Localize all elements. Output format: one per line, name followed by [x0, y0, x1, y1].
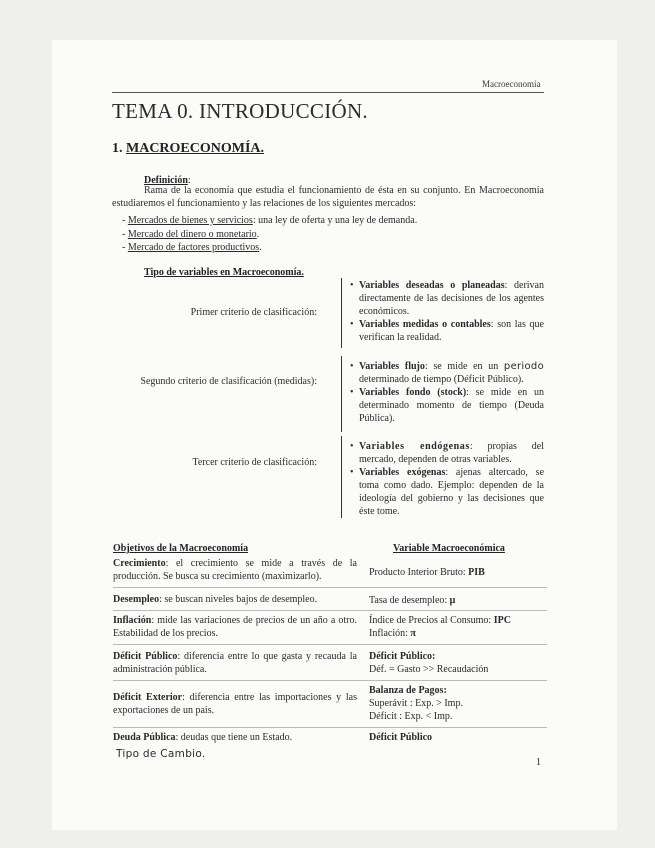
brace-line — [341, 436, 342, 518]
variable-text: Déficit : Exp. < Imp. — [369, 711, 453, 722]
market-name: Mercado del dinero o monetario — [127, 228, 257, 240]
variable-text: Índice de Precios al Consumo: — [369, 615, 494, 626]
market-name: Mercados de bienes y servicios — [127, 215, 253, 226]
table-row — [113, 684, 547, 726]
variable-cell — [369, 684, 549, 723]
table-row — [113, 614, 547, 644]
criterion-bullets — [350, 440, 544, 518]
variable-text: Déf. = Gasto >> Recaudación — [369, 664, 489, 675]
running-header: Macroeconomía — [482, 79, 541, 89]
objective-term: Desempleo — [113, 594, 160, 605]
variable-term: Variables endógenas — [359, 441, 470, 452]
list-item: • Variables exógenas: ajenas altercado, se toma como dado. Ejemplo: dependen de la ideología del gobierno y las decisiones que éste tome. — [350, 467, 545, 517]
objectives-heading: Objetivos de la Macroeconomía — [113, 543, 249, 554]
variable-term: Variables medidas o contables — [359, 319, 491, 330]
objective-cell — [113, 557, 357, 583]
objective-cell — [113, 593, 357, 606]
objective-cell — [113, 614, 357, 640]
variable-symbol: μ — [449, 595, 456, 606]
objective-desc: : el crecimiento se mide a través de la producción. Se busca su crecimiento (maximizarlo). — [113, 558, 357, 582]
objective-term: Deuda Pública — [113, 732, 176, 743]
row-divider — [113, 644, 547, 645]
variable-cell — [369, 650, 549, 676]
variable-desc: : ajenas altercado, se toma como dado. Ejemplo: dependen de la ideología del gobierno y las decisiones que éste tome. — [359, 467, 545, 517]
variable-cell — [369, 731, 549, 744]
criterion-label: Tercer criterio de clasificación: — [192, 457, 317, 468]
objective-desc: : diferencia entre las importaciones y las exportaciones de un país. — [113, 692, 357, 716]
document-title: TEMA 0. INTRODUCCIÓN. — [112, 99, 368, 123]
table-row — [113, 650, 547, 680]
table-row — [113, 593, 547, 613]
variable-text: Superávit : Exp. > Imp. — [369, 698, 463, 709]
market-detail: : una ley de oferta y una ley de demanda. — [252, 215, 418, 226]
brace-line — [341, 278, 342, 348]
definition-heading-colon: : — [187, 175, 191, 186]
row-divider — [113, 610, 547, 611]
objective-desc: : deudas que tiene un Estado. — [175, 732, 293, 743]
variable-desc: : se mide en un — [424, 361, 504, 372]
objectives-heading-wrap — [113, 538, 248, 556]
variables-heading: Tipo de variables en Macroeconomía. — [144, 267, 304, 278]
list-item: • Variables flujo: se mide en un periodo determinado de tiempo (Déficit Público). — [350, 361, 544, 385]
variable-symbol: IPC — [493, 615, 511, 626]
section-title — [112, 141, 264, 157]
variable-cell — [369, 594, 549, 607]
handwritten-word: periodo — [503, 361, 544, 372]
list-item: - Mercado de factores productivos. — [122, 242, 262, 253]
variable-desc: : derivan directamente de las decisiones de los agentes económicos. — [359, 280, 544, 317]
variable-term: Variables flujo — [359, 361, 425, 372]
variable-desc: : propias del mercado, dependen de otras variables. — [359, 441, 545, 465]
list-item: - Mercado del dinero o monetario. — [122, 228, 260, 240]
definition-heading: Definición — [144, 175, 188, 186]
variable-text: Inflación: — [369, 628, 411, 639]
list-item: - Mercados de bienes y servicios: una ley de oferta y una ley de demanda. — [122, 215, 418, 226]
variable-desc: : son las que verifican la realidad. — [359, 319, 544, 343]
objective-desc: : se buscan niveles bajos de desempleo. — [159, 594, 318, 605]
variable-term: Variables deseadas o planeadas — [359, 280, 505, 291]
variable-symbol: π — [410, 628, 416, 639]
variable-desc: determinado de tiempo (Déficit Público). — [359, 374, 524, 385]
section-number: 1. — [112, 141, 123, 156]
variable-heading: Variable Macroeconómica — [393, 543, 505, 554]
list-item: • Variables medidas o contables: son las que verifican la realidad. — [350, 319, 544, 343]
table-row — [113, 557, 547, 591]
list-item: • Variables endógenas: propias del mercado, dependen de otras variables. — [350, 441, 545, 465]
variable-symbol: PIB — [468, 567, 485, 578]
criterion-bullets — [350, 360, 544, 425]
variable-title: Déficit Público: — [369, 651, 436, 662]
variable-text: Tasa de desempleo: — [369, 595, 450, 606]
page-number: 1 — [536, 757, 541, 768]
objective-desc: : mide las variaciones de precios de un año a otro. Estabilidad de los precios. — [113, 615, 357, 639]
row-divider — [113, 587, 547, 588]
variable-title: Déficit Público — [369, 732, 433, 743]
row-divider — [113, 727, 547, 728]
definition-text: Rama de la economía que estudia el funcionamiento de ésta en su conjunto. En Macroeconomía estudiaremos el funcionamiento y las relaciones de los siguientes mercados: — [112, 185, 544, 209]
objective-cell — [113, 650, 357, 676]
criterion-label: Segundo criterio de clasificación (medidas): — [140, 376, 317, 387]
market-detail: . — [256, 228, 260, 240]
objective-term: Crecimiento — [113, 558, 166, 569]
criterion-bullets — [350, 279, 544, 344]
list-item: • Variables fondo (stock): se mide en un determinado momento de tiempo (Deuda Pública). — [350, 387, 544, 424]
table-row — [113, 731, 547, 749]
handwritten-note: Tipo de Cambio. — [116, 748, 206, 760]
variable-desc: : se mide en un determinado momento de tiempo (Deuda Pública). — [359, 387, 544, 424]
row-divider — [113, 680, 547, 681]
objective-term: Déficit Exterior — [113, 692, 183, 703]
variable-heading-wrap — [393, 538, 505, 556]
market-detail: . — [259, 242, 262, 253]
objective-desc: : diferencia entre lo que gasta y recauda la administración pública. — [113, 651, 357, 675]
market-name: Mercado de factores productivos — [127, 242, 260, 253]
brace-line — [341, 356, 342, 432]
variable-cell — [369, 566, 549, 579]
criterion-label: Primer criterio de clasificación: — [190, 307, 317, 318]
objective-cell — [113, 691, 357, 717]
header-rule — [112, 92, 544, 93]
variable-cell — [369, 614, 549, 640]
variable-text: Producto Interior Bruto: — [369, 567, 469, 578]
list-item: • Variables deseadas o planeadas: derivan directamente de las decisiones de los agentes económicos. — [350, 280, 544, 317]
variable-term: Variables exógenas — [359, 467, 446, 478]
section-name: MACROECONOMÍA. — [126, 141, 265, 156]
variable-title: Balanza de Pagos: — [369, 685, 447, 696]
markets-list — [122, 214, 417, 255]
variable-term: Variables fondo (stock) — [359, 387, 467, 398]
objective-term: Inflación — [113, 615, 152, 626]
objective-cell — [113, 731, 357, 744]
objective-term: Déficit Público — [113, 651, 178, 662]
